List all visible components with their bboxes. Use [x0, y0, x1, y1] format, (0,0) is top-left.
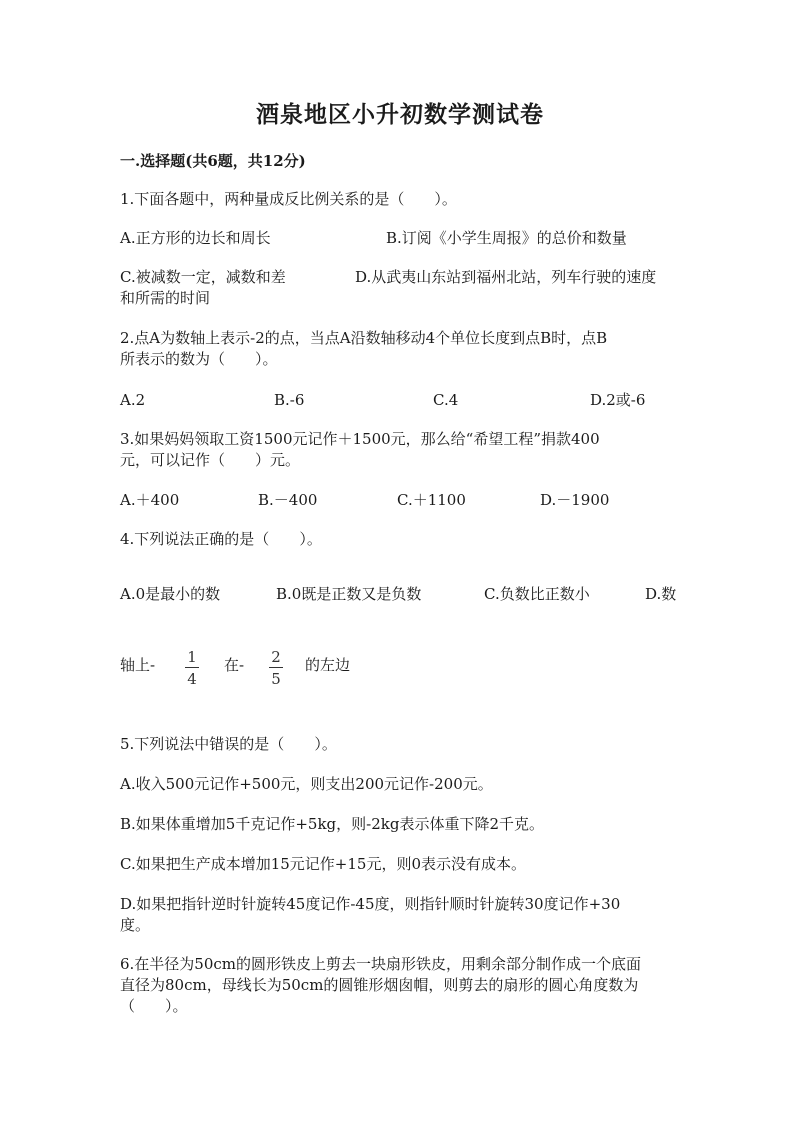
- q6-stem-line3: （ ）。: [120, 997, 188, 1015]
- section-heading: 一.选择题(共6题，共12分): [120, 152, 306, 170]
- fraction-denominator: 5: [271, 670, 281, 688]
- q3-option-a: A.＋400: [120, 491, 180, 509]
- fraction-numerator: 1: [187, 648, 197, 666]
- q4-option-d-text1: 轴上-: [120, 656, 156, 674]
- q4-option-d: D.数: [645, 585, 677, 603]
- q3-stem-line1: 3.如果妈妈领取工资1500元记作＋1500元，那么给“希望工程”捐款400: [120, 430, 600, 448]
- q2-stem-line2: 所表示的数为（ ）。: [120, 350, 278, 368]
- q5-option-a: A.收入500元记作+500元，则支出200元记作-200元。: [120, 775, 493, 793]
- q6-stem-line1: 6.在半径为50cm的圆形铁皮上剪去一块扇形铁皮，用剩余部分制作成一个底面: [120, 955, 642, 973]
- q4-option-d-text2: 在-: [224, 656, 245, 674]
- q5-option-d: D.如果把指针逆时针旋转45度记作-45度，则指针顺时针旋转30度记作+30: [120, 895, 621, 913]
- q5-option-d-cont: 度。: [120, 916, 151, 934]
- q3-option-c: C.＋1100: [397, 491, 466, 509]
- q1-option-d: D.从武夷山东站到福州北站，列车行驶的速度: [355, 268, 657, 286]
- fraction-one-quarter: [185, 648, 199, 688]
- q1-option-c: C.被减数一定，减数和差: [120, 268, 286, 286]
- q2-option-b: B.-6: [274, 391, 305, 409]
- q1-option-d-cont: 和所需的时间: [120, 289, 211, 307]
- q5-option-b: B.如果体重增加5千克记作+5kg，则-2kg表示体重下降2千克。: [120, 815, 544, 833]
- q4-option-d-text3: 的左边: [305, 656, 351, 674]
- q5-stem: 5.下列说法中错误的是（ ）。: [120, 735, 337, 753]
- q3-option-b: B.－400: [258, 491, 318, 509]
- q6-stem-line2: 直径为80cm，母线长为50cm的圆锥形烟囱帽，则剪去的扇形的圆心角度数为: [120, 976, 639, 994]
- fraction-bar: [185, 667, 199, 668]
- fraction-numerator: 2: [271, 648, 281, 666]
- q4-option-b: B.0既是正数又是负数: [276, 585, 422, 603]
- fraction-bar: [269, 667, 283, 668]
- q2-option-a: A.2: [120, 391, 146, 409]
- q2-option-c: C.4: [433, 391, 459, 409]
- q4-option-a: A.0是最小的数: [120, 585, 221, 603]
- q2-stem-line1: 2.点A为数轴上表示-2的点，当点A沿数轴移动4个单位长度到点B时，点B: [120, 329, 608, 347]
- fraction-denominator: 4: [187, 670, 197, 688]
- q3-option-d: D.－1900: [540, 491, 610, 509]
- fraction-two-fifths: [269, 648, 283, 688]
- q2-option-d: D.2或-6: [590, 391, 646, 409]
- q5-option-c: C.如果把生产成本增加15元记作+15元，则0表示没有成本。: [120, 855, 526, 873]
- q4-stem: 4.下列说法正确的是（ ）。: [120, 530, 322, 548]
- q1-option-b: B.订阅《小学生周报》的总价和数量: [386, 229, 627, 247]
- q4-option-c: C.负数比正数小: [484, 585, 590, 603]
- q1-option-a: A.正方形的边长和周长: [120, 229, 271, 247]
- q3-stem-line2: 元，可以记作（ ）元。: [120, 451, 301, 469]
- page-title: 酒泉地区小升初数学测试卷: [256, 101, 544, 128]
- q1-stem: 1.下面各题中，两种量成反比例关系的是（ ）。: [120, 190, 457, 208]
